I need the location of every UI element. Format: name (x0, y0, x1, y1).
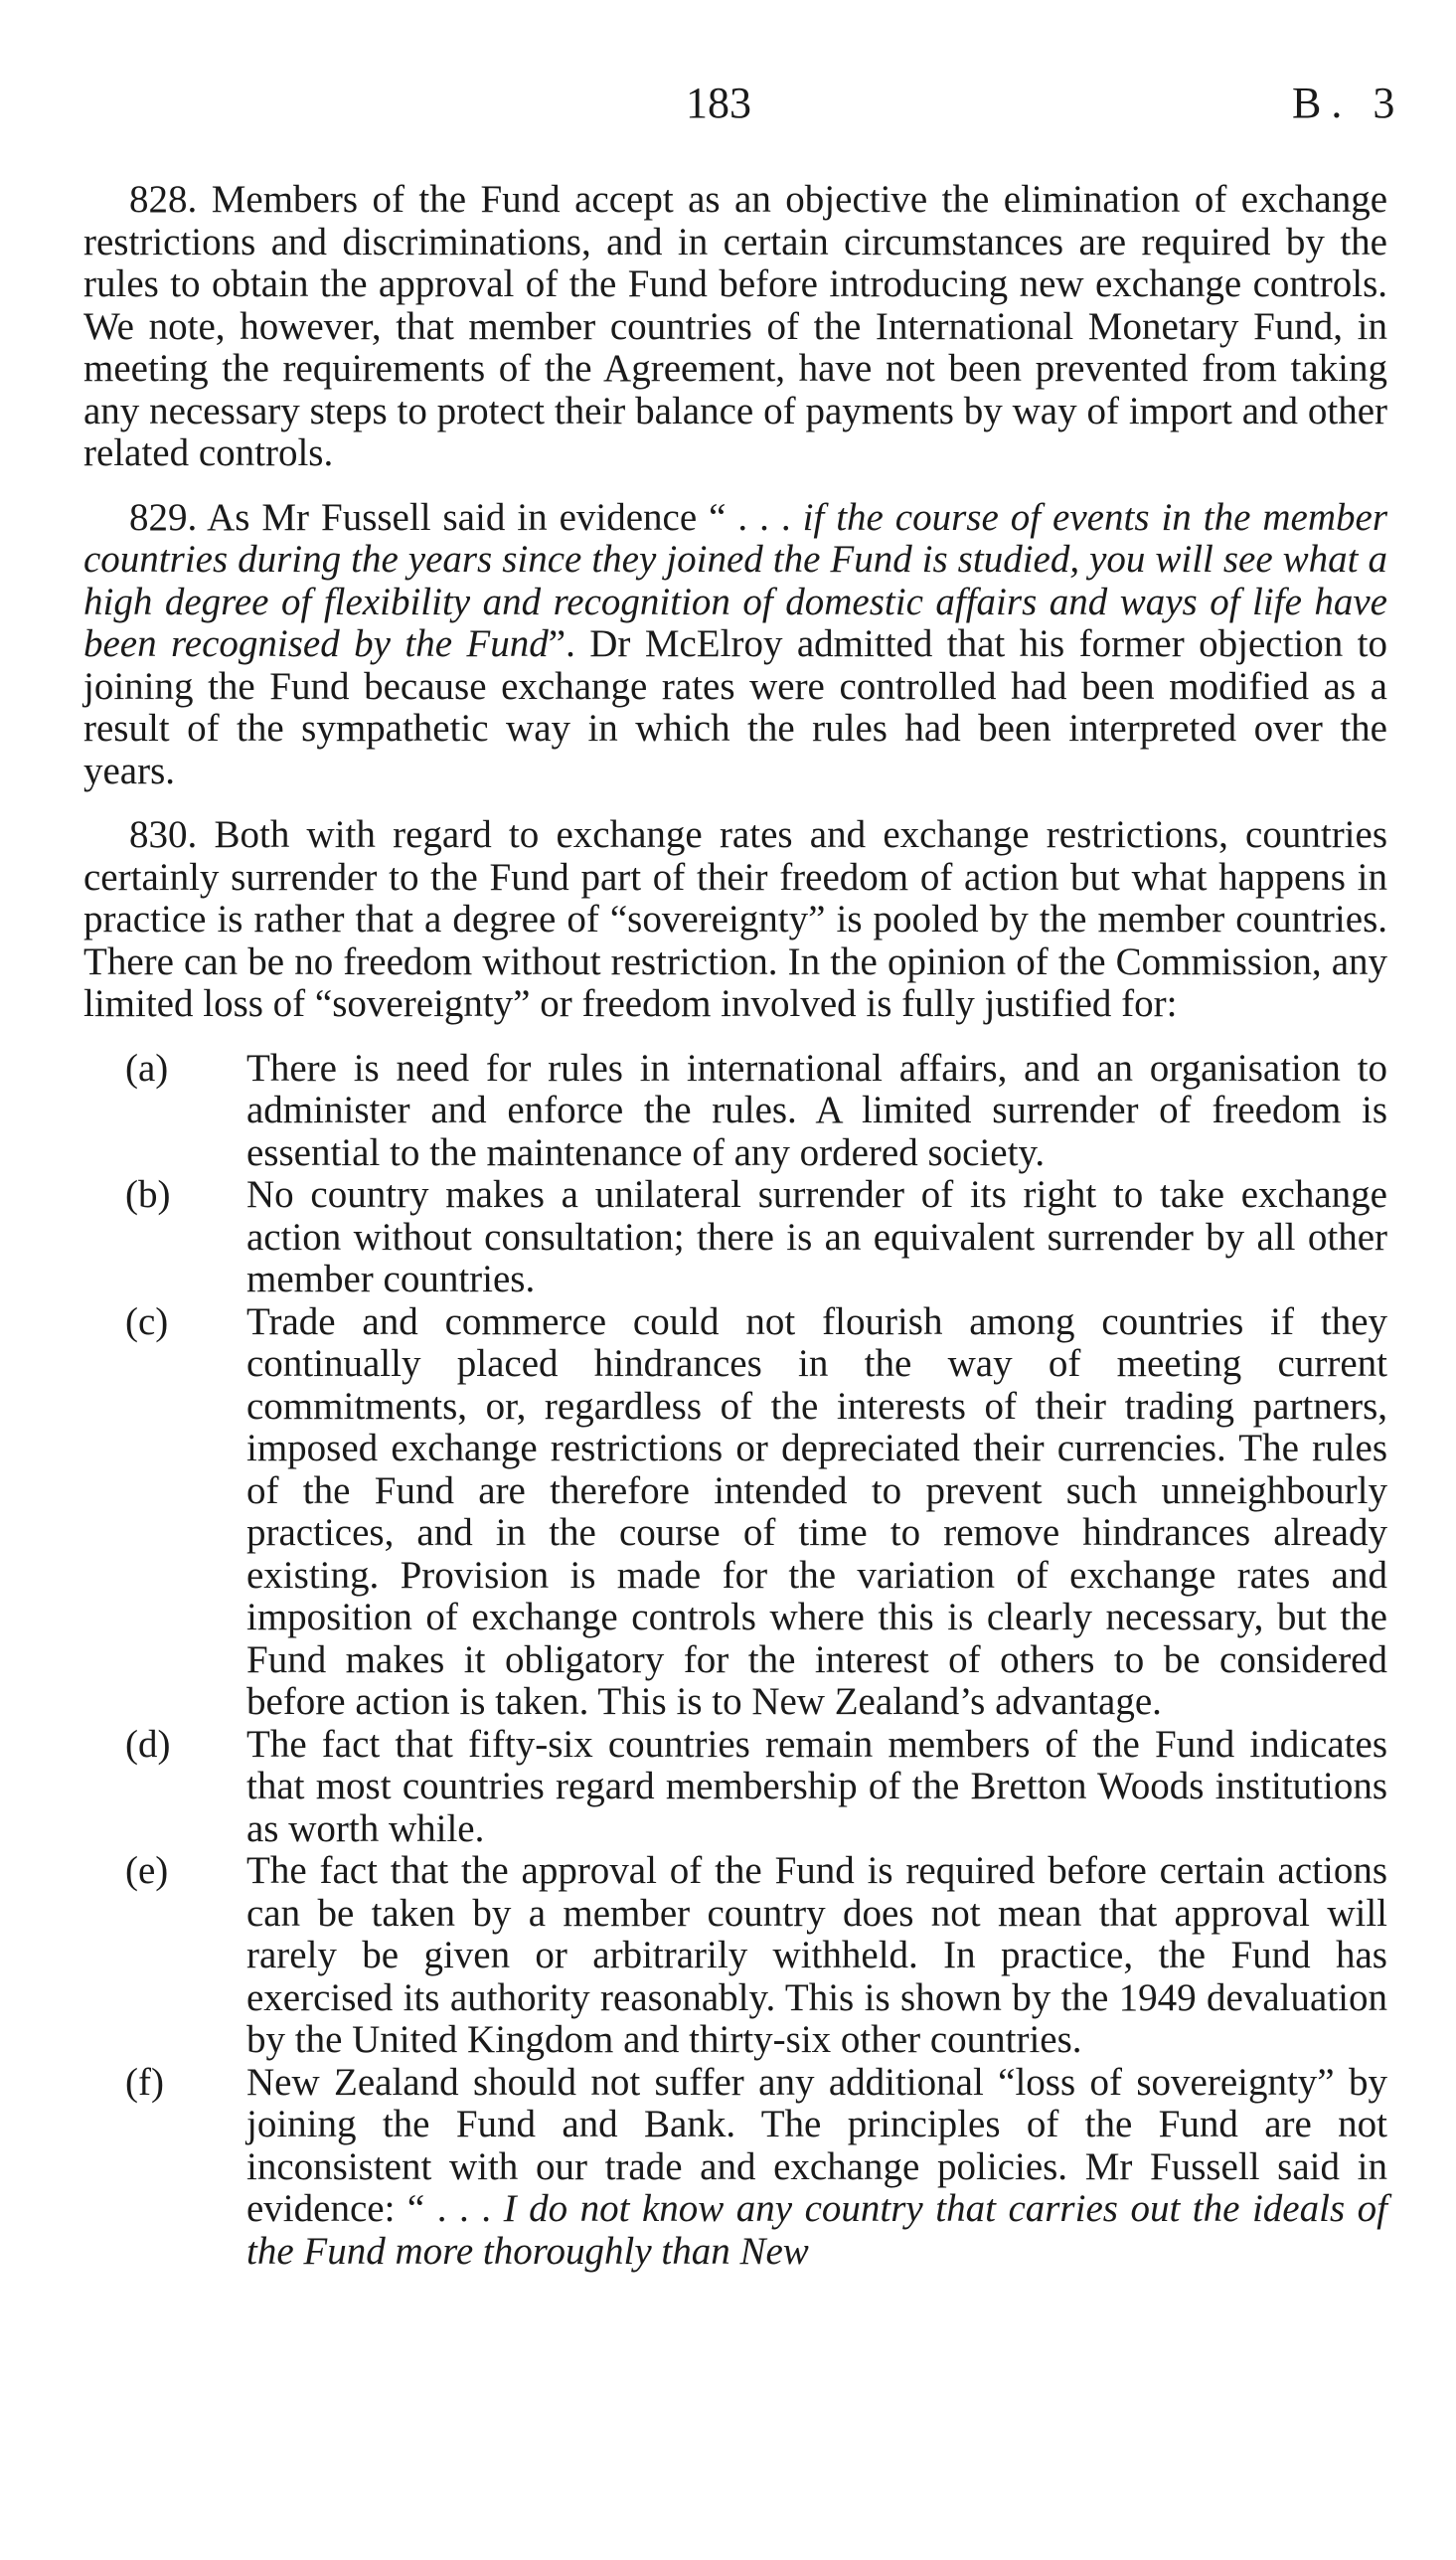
paragraph-828 (83, 179, 1387, 475)
paragraph-tail: ”. Dr McElroy admitted that his former objection to joining the Fund because exchange rates were controlled had been modified as a result of the sympathetic way in which the rules had been interpreted over the years. (83, 622, 1387, 792)
paragraph-829 (83, 497, 1387, 793)
justification-list (83, 1048, 1387, 2274)
evidence-quote: I do not know any country that carries out the ideals of the Fund more thoroughly than New (246, 2187, 1387, 2273)
list-item-text: Trade and commerce could not flourish among countries if they continually placed hindrances in the way of meeting current commitments, or, regardless of the interests of their trading partners, imposed exchange restrictions or depreciated their currencies. The rules of the Fund are therefore intended to prevent such unneighbourly practices, and in the course of time to remove hindrances already existing. Provision is made for the variation of exchange rates and imposition of exchange controls where this is clearly necessary, but the Fund makes it obligatory for the interest of others to be considered before action is taken. This is to New Zealand’s advantage. (246, 1299, 1387, 1723)
paragraph-text: Members of the Fund accept as an objective the elimination of exchange restrictions and discriminations, and in certain circumstances are required by the rules to obtain the approval of the Fund before introducing new exchange controls. We note, however, that member countries of the International Monetary Fund, in meeting the requirements of the Agreement, have not been prevented from taking any necessary steps to protect their balance of payments by way of import and other related controls. (83, 178, 1388, 474)
list-item (83, 1048, 1387, 1175)
paragraph-number: 828. (129, 178, 198, 221)
list-item-text: No country makes a unilateral surrender of its right to take exchange action without consultation; there is an equivalent surrender by all other member countries. (246, 1173, 1387, 1300)
list-item-label: (c) (125, 1299, 169, 1343)
page-header (0, 78, 1456, 137)
paragraph-number: 830. (129, 813, 198, 856)
list-item-text: New Zealand should not suffer any additional “loss of sovereignty” by joining the Fund and Bank. The principles of the Fund are not inconsistent with our trade and exchange policies. Mr Fussell said in evidence: “ . . . (246, 2060, 1387, 2230)
paragraph-text: Both with regard to exchange rates and exchange restrictions, countries certainly surrender to the Fund part of their freedom of action but what happens in practice is rather that a degree of “sovereignty” is pooled by the member countries. There can be no freedom without restriction. In the opinion of the Commission, any limited loss of “sovereignty” or freedom involved is fully justified for: (83, 813, 1388, 1025)
list-item-label: (a) (125, 1046, 169, 1090)
evidence-quote: if the course of events in the member countries during the years since they joined the Fund is studied, you will see what a high degree of flexibility and recognition of domestic affairs and ways of life have been recognised by the Fund (83, 495, 1387, 665)
list-item (83, 1724, 1387, 1851)
list-item-label: (d) (125, 1722, 171, 1766)
paragraph-lead: As Mr Fussell said in evidence “ . . . (207, 495, 803, 539)
list-item-label: (e) (125, 1849, 169, 1892)
list-item (83, 1174, 1387, 1301)
paragraph-830 (83, 814, 1387, 1026)
paragraph-number: 829. (129, 495, 198, 539)
list-item-label: (b) (125, 1173, 171, 1216)
list-item-text: The fact that the approval of the Fund is required before certain actions can be taken by a member country does not mean that approval will rarely be given or arbitrarily withheld. In practice, the Fund has exercised its authority reasonably. This is shown by the 1949 devaluation by the United Kingdom and thirty-six other countries. (246, 1849, 1387, 2061)
document-reference: B. 3 (1292, 79, 1405, 127)
list-item (83, 1301, 1387, 1724)
page-body (83, 179, 1387, 2273)
list-item-text: The fact that fifty-six countries remain members of the Fund indicates that most countries regard membership of the Bretton Woods institutions as worth while. (246, 1722, 1387, 1850)
list-item-text: There is need for rules in international affairs, and an organisation to administer and enforce the rules. A limited surrender of freedom is essential to the maintenance of any ordered society. (246, 1046, 1387, 1174)
list-item (83, 2062, 1387, 2274)
page-number: 183 (686, 79, 751, 127)
list-item (83, 1850, 1387, 2062)
list-item-label: (f) (125, 2060, 164, 2104)
